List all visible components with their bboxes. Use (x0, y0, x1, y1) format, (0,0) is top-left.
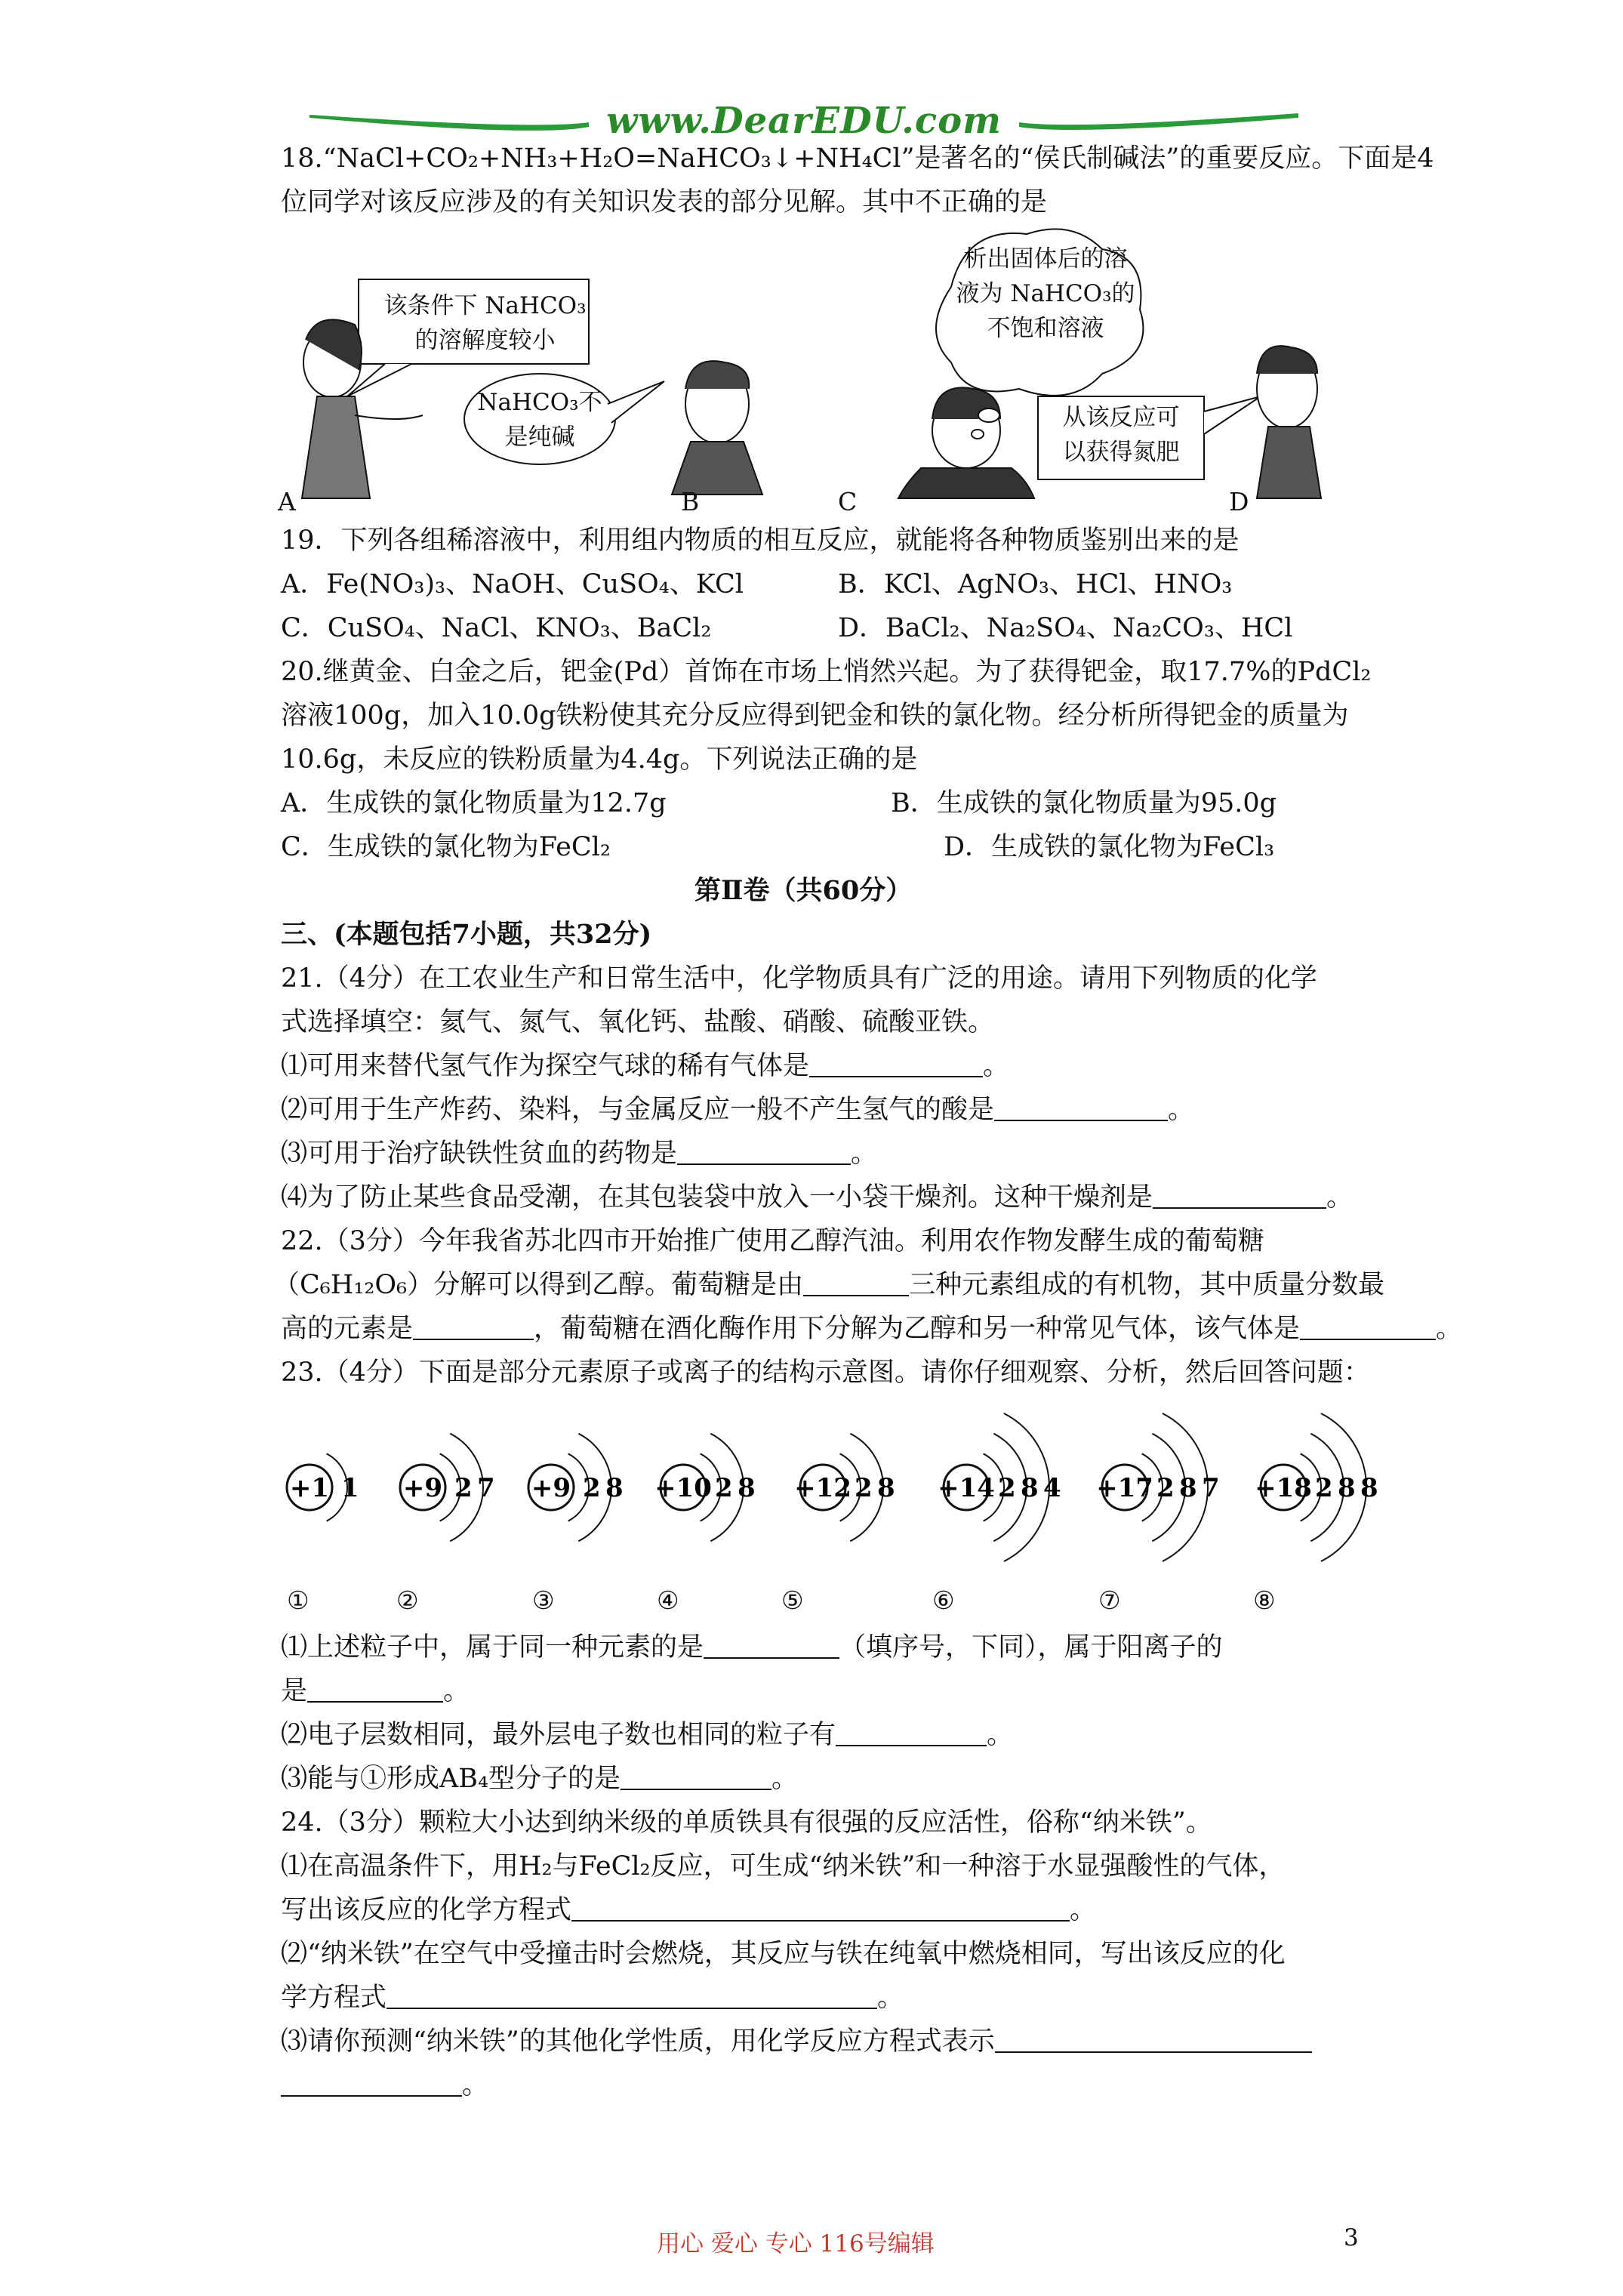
site-header (310, 100, 1298, 145)
atom-diagram-4 (654, 1434, 756, 1542)
q21-s4: ⑷为了防止某些食品受潮，在其包装袋中放入一小袋干燥剂。这种干燥剂是 。 (281, 1182, 1354, 1213)
electron-count: 2 (583, 1473, 601, 1503)
electron-count: 2 (1315, 1473, 1333, 1503)
electron-count: 8 (605, 1473, 624, 1503)
q23-blank-1[interactable] (704, 1635, 839, 1659)
electron-count: 2 (998, 1473, 1016, 1503)
electron-count: 8 (1338, 1473, 1356, 1503)
atom-diagram-8 (1255, 1413, 1378, 1561)
q19-option-d: D．BaCl₂、Na₂SO₄、Na₂CO₃、HCl (838, 613, 1293, 643)
footer-text: 用心 爱心 专心 116号编辑 (657, 2230, 935, 2257)
electron-count: 2 (715, 1473, 733, 1503)
student-d-icon (1257, 346, 1321, 498)
q18-line2: 位同学对该反应涉及的有关知识发表的部分见解。其中不正确的是 (281, 187, 1048, 217)
bubble-b: NaHCO₃不 是纯碱 (477, 389, 602, 451)
q20-option-a: A．生成铁的氯化物质量为12.7g (281, 788, 667, 818)
q24-blank-2[interactable] (387, 1985, 877, 2009)
q18-label-a: A (278, 487, 296, 516)
q19-option-b: B．KCl、AgNO₃、HCl、HNO₃ (838, 569, 1233, 599)
q20-option-d: D．生成铁的氯化物为FeCl₃ (944, 832, 1275, 862)
site-logo-text: www.DearEDU.com (606, 100, 1002, 142)
q21-blank-2[interactable] (994, 1097, 1168, 1121)
nucleus-charge: +9 (531, 1473, 571, 1503)
q23-blank-3[interactable] (836, 1722, 987, 1746)
electron-count: 8 (877, 1473, 895, 1503)
atom-diagram-5 (794, 1434, 895, 1542)
q22-blank-1[interactable] (803, 1272, 909, 1296)
page-number: 3 (1344, 2224, 1359, 2251)
q18-label-c: C (838, 487, 858, 516)
atom-number-label: ① (287, 1586, 310, 1615)
q24-s2a: ⑵“纳米铁”在空气中受撞击时会燃烧，其反应与铁在纯氧中燃烧相同，写出该反应的化 (281, 1939, 1286, 1969)
q23-s1: ⑴上述粒子中，属于同一种元素的是 （填序号，下同），属于阳离子的 (281, 1632, 1223, 1663)
electron-count: 8 (1360, 1473, 1378, 1503)
q19-option-c: C．CuSO₄、NaCl、KNO₃、BaCl₂ (281, 613, 712, 643)
q20-option-b: B．生成铁的氯化物质量为95.0g (891, 788, 1277, 818)
q21-line1: 21.（4分）在工农业生产和日常生活中，化学物质具有广泛的用途。请用下列物质的化学 (281, 963, 1317, 994)
atom-diagram-7 (1096, 1413, 1220, 1561)
electron-count: 8 (738, 1473, 756, 1503)
q21-line2: 式选择填空：氦气、氮气、氧化钙、盐酸、硝酸、硫酸亚铁。 (281, 1007, 995, 1037)
nucleus-charge: +1 (289, 1473, 330, 1503)
q24-s1a: ⑴在高温条件下，用H₂与FeCl₂反应，可生成“纳米铁”和一种溶于水显强酸性的气体， (281, 1851, 1286, 1881)
electron-count: 2 (1156, 1473, 1175, 1503)
atom-number-label: ③ (532, 1586, 555, 1615)
q23-s2: ⑵电子层数相同，最外层电子数也相同的粒子有 。 (281, 1720, 1014, 1750)
q22-line1: 22.（3分）今年我省苏北四市开始推广使用乙醇汽油。利用农作物发酵生成的葡萄糖 (281, 1226, 1264, 1256)
q20-line1: 20.继黄金、白金之后，钯金(Pd）首饰在市场上悄然兴起。为了获得钯金，取17.7%的PdCl₂ (281, 657, 1372, 687)
q24-blank-4[interactable] (281, 2073, 462, 2097)
q20-line3: 10.6g，未反应的铁粉质量为4.4g。下列说法正确的是 (281, 744, 918, 775)
q23-blank-4[interactable] (621, 1766, 771, 1790)
electron-count: 8 (1179, 1473, 1197, 1503)
q18-illustration (272, 227, 1329, 544)
atom-diagram-6 (938, 1413, 1061, 1561)
atom-diagram-1 (287, 1453, 359, 1521)
atom-structure-diagrams (272, 1404, 1419, 1570)
part2-title: 第Ⅱ卷（共60分） (694, 875, 913, 906)
section-three-title: 三、(本题包括7小题，共32分) (281, 919, 652, 950)
nucleus-charge: +12 (794, 1473, 852, 1503)
student-b-icon (672, 361, 762, 495)
q21-blank-4[interactable] (1153, 1185, 1326, 1209)
q23-s3: ⑶能与①形成AB₄型分子的是 。 (281, 1764, 799, 1794)
atom-number-label: ⑧ (1253, 1586, 1276, 1615)
q23-blank-2[interactable] (307, 1678, 443, 1703)
electron-count: 7 (477, 1473, 495, 1503)
electron-count: 2 (855, 1473, 873, 1503)
nucleus-charge: +17 (1096, 1473, 1153, 1503)
electron-count: 2 (454, 1473, 473, 1503)
q22-blank-2[interactable] (413, 1316, 534, 1340)
q18-line1: 18.“NaCl+CO₂+NH₃+H₂O=NaHCO₃↓+NH₄Cl”是著名的“侯氏制碱法”的重要反应。下面是4 (281, 143, 1434, 174)
q23-s1-cont: 是 。 (281, 1676, 470, 1706)
atom-number-label: ⑥ (932, 1586, 955, 1615)
q18-label-d: D (1229, 487, 1249, 516)
q20-line2: 溶液100g，加入10.0g铁粉使其充分反应得到钯金和铁的氯化物。经分析所得钯金的质量为 (281, 701, 1349, 731)
q20-option-c: C．生成铁的氯化物为FeCl₂ (281, 832, 611, 862)
nucleus-charge: +10 (654, 1473, 712, 1503)
atom-diagram-2 (400, 1434, 495, 1542)
q24-s3-cont: 。 (281, 2069, 488, 2102)
bubble-c: 析出固体后的溶 液为 NaHCO₃的 不饱和溶液 (956, 245, 1135, 342)
q24-s3: ⑶请你预测“纳米铁”的其他化学性质，用化学反应方程式表示 (281, 2025, 1312, 2058)
q21-s3: ⑶可用于治疗缺铁性贫血的药物是 。 (281, 1139, 878, 1169)
student-c-icon (898, 387, 1034, 498)
electron-count: 1 (341, 1473, 359, 1503)
q22-line3: 高的元素是 ，葡萄糖在酒化酶作用下分解为乙醇和另一种常见气体，该气体是 。 (281, 1314, 1463, 1344)
q22-blank-3[interactable] (1300, 1316, 1436, 1340)
q21-blank-3[interactable] (677, 1141, 851, 1165)
q24-s1b: 写出该反应的化学方程式 。 (281, 1895, 1097, 1925)
electron-count: 4 (1043, 1473, 1061, 1503)
atom-number-label: ⑦ (1098, 1586, 1121, 1615)
atom-number-label: ② (396, 1586, 419, 1615)
q24-blank-1[interactable] (571, 1897, 1070, 1922)
nucleus-charge: +9 (402, 1473, 443, 1503)
electron-count: 7 (1202, 1473, 1220, 1503)
atom-number-label: ⑤ (781, 1586, 804, 1615)
q23-stem: 23.（4分）下面是部分元素原子或离子的结构示意图。请你仔细观察、分析，然后回答问题： (281, 1358, 1370, 1388)
bubble-d: 从该反应可 以获得氮肥 (1062, 404, 1180, 466)
q21-s1: ⑴可用来替代氢气作为探空气球的稀有气体是 。 (281, 1051, 1010, 1081)
q21-s2: ⑵可用于生产炸药、染料，与金属反应一般不产生氢气的酸是 。 (281, 1095, 1195, 1125)
q21-blank-1[interactable] (809, 1053, 983, 1077)
q19-option-a: A．Fe(NO₃)₃、NaOH、CuSO₄、KCl (281, 569, 744, 599)
q19-stem: 19．下列各组稀溶液中，利用组内物质的相互反应，就能将各种物质鉴别出来的是 (281, 525, 1240, 556)
bubble-a: 该条件下 NaHCO₃ 的溶解度较小 (383, 292, 587, 354)
q22-line2: （C₆H₁₂O₆）分解可以得到乙醇。葡萄糖是由 三种元素组成的有机物，其中质量分数最 (273, 1270, 1385, 1300)
q24-line1: 24.（3分）颗粒大小达到纳米级的单质铁具有很强的反应活性，俗称“纳米铁”。 (281, 1808, 1212, 1838)
q24-s2b: 学方程式 。 (281, 1983, 904, 2013)
q24-blank-3[interactable] (995, 2029, 1312, 2053)
atom-diagram-3 (528, 1434, 624, 1542)
q18-label-b: B (681, 487, 700, 516)
nucleus-charge: +14 (938, 1473, 995, 1503)
nucleus-charge: +18 (1255, 1473, 1312, 1503)
electron-count: 8 (1021, 1473, 1039, 1503)
atom-number-label: ④ (657, 1586, 679, 1615)
